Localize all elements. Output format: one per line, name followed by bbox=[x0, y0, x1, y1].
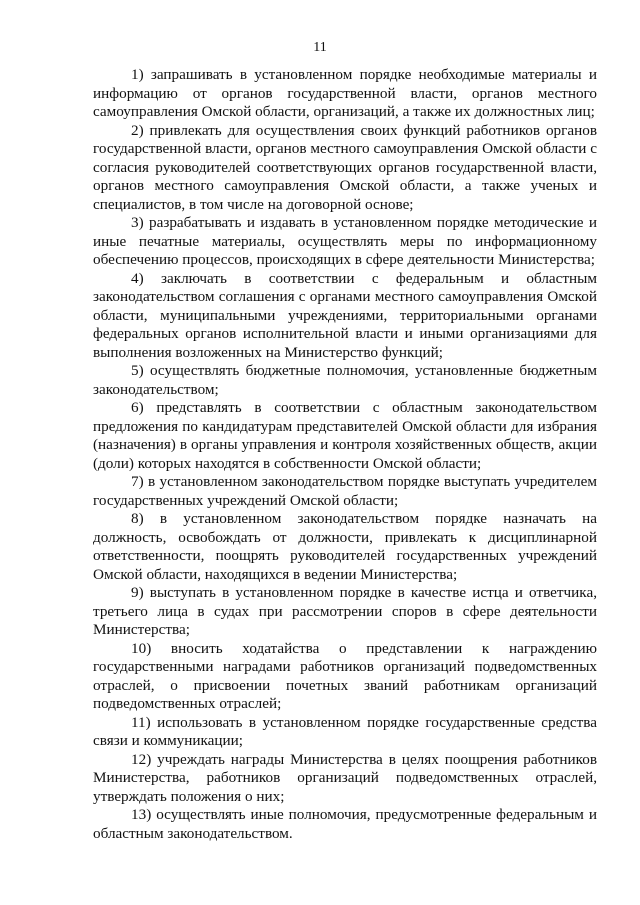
list-item-7: 7) в установленном законодательством порядке выступать учредителем государственных учреждений Омской области; bbox=[93, 473, 597, 509]
page-number: 11 bbox=[313, 40, 327, 55]
list-item-4: 4) заключать в соответствии с федеральным и областным законодательством соглашения с органами местного самоуправления Омской области, муниципальными учреждениями, территориальными органами федеральных органов исполнительной власти и иными организациями для выполнения возложенных на Министерство функций; bbox=[93, 269, 597, 361]
list-item-10: 10) вносить ходатайства о представлении к награждению государственными наградами работников организаций подведомственных отраслей, о присвоении почетных званий работникам организаций подведомственных отраслей; bbox=[93, 639, 597, 712]
list-item-8: 8) в установленном законодательством порядке назначать на должность, освобождать от должности, привлекать к дисциплинарной ответственности, поощрять руководителей государственных учреждений Омской области, находящихся в ведении Министерства; bbox=[93, 510, 597, 583]
list-item-3: 3) разрабатывать и издавать в установленном порядке методические и иные печатные материалы, осуществлять меры по информационному обеспечению процессов, происходящих в сфере деятельности Министерства; bbox=[93, 214, 597, 268]
list-item-11: 11) использовать в установленном порядке государственные средства связи и коммуникации; bbox=[93, 713, 597, 749]
list-item-9: 9) выступать в установленном порядке в качестве истца и ответчика, третьего лица в судах при рассмотрении споров в сфере деятельности Министерства; bbox=[93, 584, 597, 638]
list-item-2: 2) привлекать для осуществления своих функций работников органов государственной власти, органов местного самоуправления Омской области с согласия руководителей соответствующих органов государственной власти, органов местного самоуправления Омской области, а также ученых и специалистов, в том числе на договорной основе; bbox=[93, 121, 597, 213]
list-item-5: 5) осуществлять бюджетные полномочия, установленные бюджетным законодательством; bbox=[93, 362, 597, 398]
list-item-6: 6) представлять в соответствии с областным законодательством предложения по кандидатурам представителей Омской области для избрания (назначения) в органы управления и контроля хозяйственных обществ, акции (доли) которых находятся в собственности Омской области; bbox=[93, 399, 597, 472]
list-item-1: 1) запрашивать в установленном порядке необходимые материалы и информацию от органов государственной власти, органов местного самоуправления Омской области, организаций, а также их должностных лиц; bbox=[93, 66, 597, 120]
document-body bbox=[93, 66, 597, 843]
list-item-12: 12) учреждать награды Министерства в целях поощрения работников Министерства, работников организаций подведомственных отраслей, утверждать положения о них; bbox=[93, 750, 597, 805]
list-item-13: 13) осуществлять иные полномочия, предусмотренные федеральным и областным законодательством. bbox=[93, 806, 597, 842]
